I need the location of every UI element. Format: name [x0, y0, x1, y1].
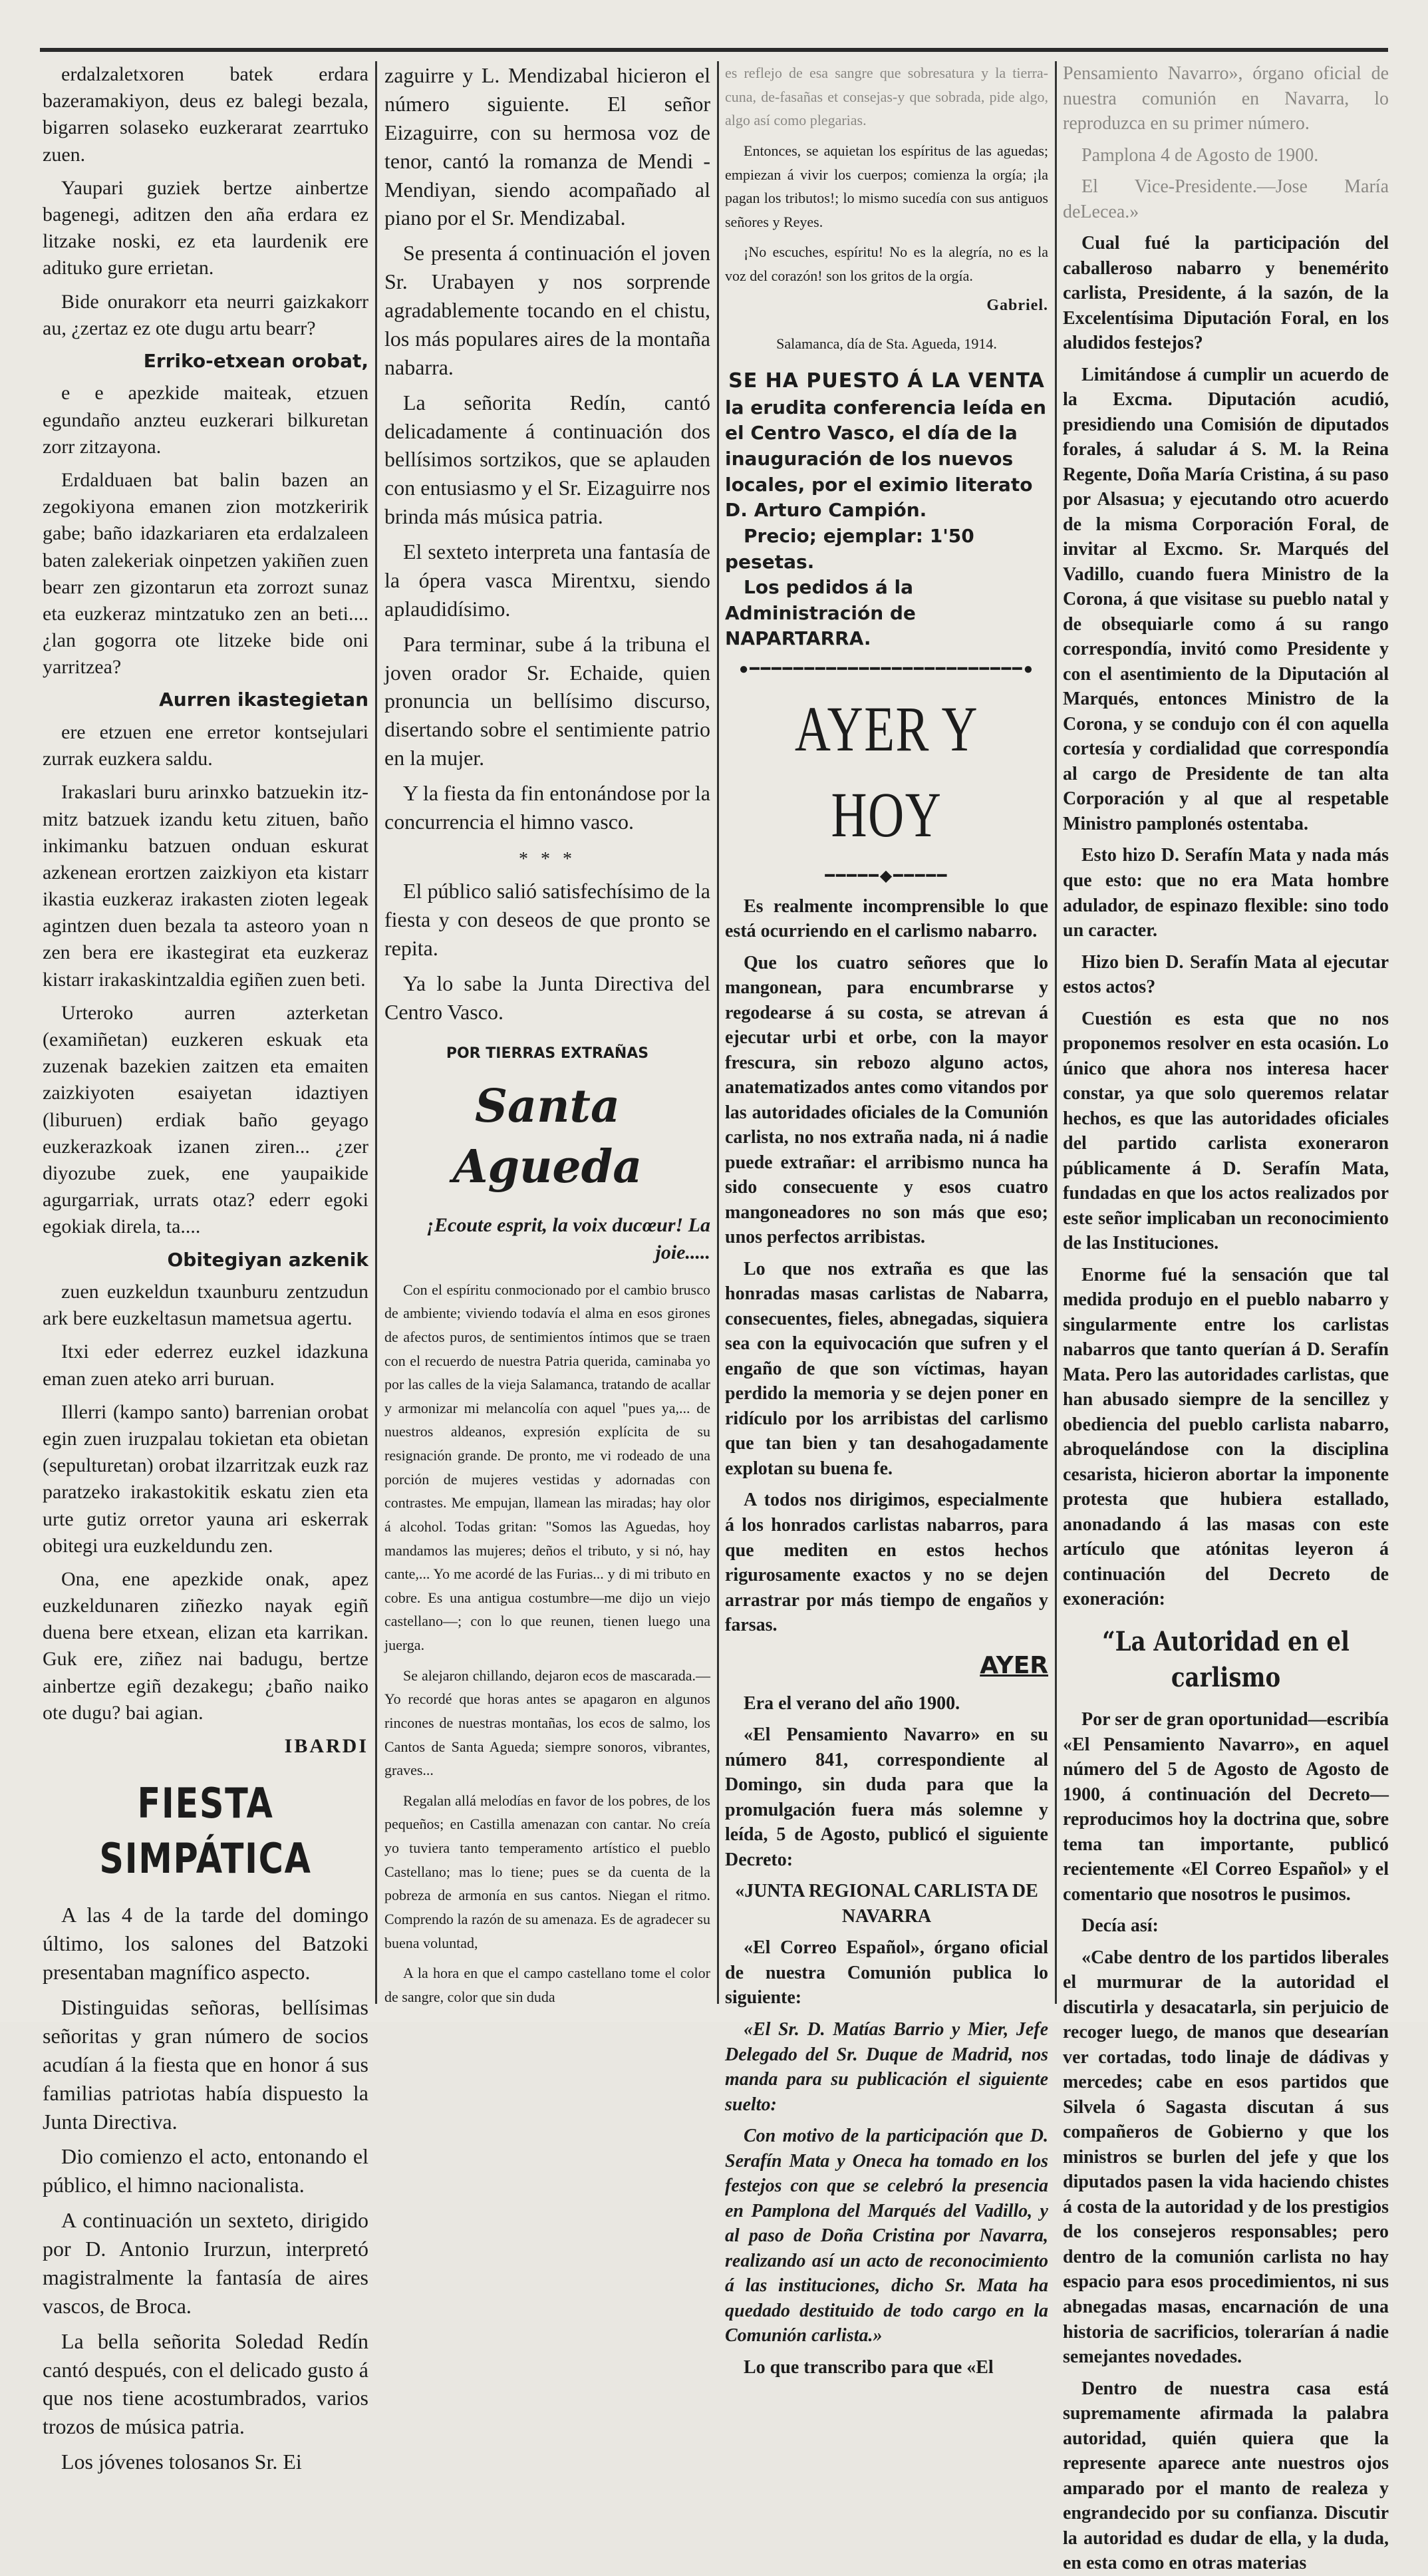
paragraph: Para terminar, sube á la tribuna el joven orador Sr. Echaide, quien pronuncia un bellísimo discurso, disertando sobre el sentimiente patrio en la mujer.	[384, 631, 710, 770]
paragraph: A todos nos dirigimos, especialmente á los honrados carlistas nabarros, para que mediten en estos hechos rigurosamente exactos y no se dejen arrastrar por más tiempo de engaños y farsas.	[725, 1490, 1048, 1636]
epigraph: ¡Ecoute esprit, la voix ducœur! La joie.....	[426, 1214, 710, 1263]
paragraph: Era el verano del año 1900.	[744, 1692, 960, 1714]
advertisement-orders: Los pedidos á la Administración de NAPARTARRA.	[725, 576, 916, 650]
paragraph: Yaupari guziek bertze ainbertze bagenegi, aditzen den aña erdara ez litzake noski, ez eta laurdenik ere adituko gure errietan.	[43, 176, 368, 279]
paragraph: e e apezkide maiteak, etzuen egundaño anzteu euzkerari bilkuretan zorr zitzayona.	[43, 382, 368, 458]
paragraph: Dio comienzo el acto, entonando el público, el himno nacionalista.	[43, 2144, 368, 2197]
advertisement-title: SE HA PUESTO Á LA VENTA	[728, 369, 1045, 393]
paragraph: Con motivo de la participación que D. Serafín Mata y Oneca ha tomado en los festejos con que se celebró la presencia en Pamplona del Marqués del Vadillo, y al paso de Doña Cristina por Navarra, realizando así un acto de reconocimiento á las instituciones, dicho Sr. Mata ha quedado destituido de todo cargo en la Comunión carlista.»	[725, 2126, 1048, 2346]
paragraph: Bide onurakorr eta neurri gaizkakorr au, ¿zertaz ez ote dugu artu bearr?	[43, 290, 368, 339]
paragraph: El sexteto interpreta una fantasía de la ópera vasca Mirentxu, siendo aplaudidísimo.	[384, 540, 710, 621]
author-signature: Gabriel.	[986, 296, 1048, 314]
paragraph: Esto hizo D. Serafín Mata y nada más que esto: que no era Mata hombre adulador, de espinazo flexible: sino todo un caracter.	[1063, 845, 1389, 941]
subheading: AYER	[980, 1651, 1048, 1679]
article-headline: Santa Agueda	[452, 1080, 643, 1194]
paragraph: El Vice-Presidente.—Jose María deLecea.»	[1063, 176, 1389, 222]
paragraph: Lo que nos extraña es que las honradas masas carlistas de Nabarra, consecuentes, fieles, abnegadas, siquiera sea con la equivocación que sufren y el engaño de que son víctimas, hayan perdido la memoria y se dejen poner en ridículo por los arribistas del carlismo que tan bien y tan desahogadamente explotan su buena fe.	[725, 1258, 1048, 1479]
paragraph: «JUNTA REGIONAL CARLISTA DE NAVARRA	[735, 1881, 1038, 1927]
column-4	[1063, 61, 1389, 2574]
paragraph: Itxi eder ederrez euzkel idazkuna eman zuen ateko arri buruan.	[43, 1341, 368, 1390]
paragraph: El público salió satisfechísimo de la fiesta y con deseos de que pronto se repita.	[384, 879, 710, 961]
paragraph: Con el espíritu conmocionado por el cambio brusco de ambiente; viviendo todavía el alma en esos girones de afectos puros, de sentimientos íntimos que se traen con el recuerdo de nuestra Patria querida, caminaba yo por las calles de la vieja Salamanca, tratando de acallar y armonizar mi melancolía con aquel "pues ya,... de nuestros aldeanos, expresión explícita de su resignación grande. De pronto, me vi rodeado de una porción de mujeres vestidas y adornadas con contrastes. Me empujan, llamean las miradas; hay olor á alcohol. Todas gritan: "Somos las Aguedas, hoy mandamos las mujeres; deños el tributo, y si nó, hay cante,... Yo me acordé de las Furias... y di mi tributo en cobre. Es una antigua costumbre—me dijo un viejo castellano—; con lo que reunen, tienen luego una juerga.	[384, 1281, 710, 1654]
paragraph: Enorme fué la sensación que tal medida produjo en el pueblo nabarro y singularmente entre los carlistas nabarros que tanto querían á D. Serafín Mata. Pero las autoridades carlistas, que han abusado siempre de la sencillez y obediencia del pueblo carlista nabarro, abroquelándose con la disciplina cesarista, hicieron abortar la imponente protesta que hubiera estallado, anonadando á las masas con este artículo que atónitas leyeron á continuación del Decreto de exoneración:	[1063, 1264, 1389, 1610]
paragraph: Irakaslari buru arinxko batzuekin itz-mitz batzuek izandu ketu zituen, baño inkimanku batzuen onduan eskurat azkenean erortzen zaizkiyon eta kistarr ikastia euzkeraz irakasten zioten legeak agintzen duen bezala ta asteoro yoan n zen bera ere ikastegirat eta euzkeraz kistarr irakaskintzaldia egiñen zuen beti.	[43, 781, 368, 991]
paragraph: Entonces, se aquietan los espíritus de las aguedas; empiezan á vivir los cuerpos; comienza la orgía; ¡la pagan los tributos!; lo mismo sucedía con sus antiguos señores y Reyes.	[725, 142, 1048, 230]
paragraph: A la hora en que el campo castellano tome el color de sangre, color que sin duda	[384, 1965, 710, 2005]
advertisement-price: Precio; ejemplar: 1'50 pesetas.	[725, 524, 974, 573]
paragraph: es reflejo de esa sangre que sobresatura y la tierra-cuna, de-fasañas et consejas-y que sobrada, pide algo, algo así como plegarias.	[725, 65, 1048, 129]
paragraph: Lo que transcribo para que «El	[744, 2356, 994, 2378]
paragraph: erdalzaletxoren batek erdara bazeramakiyon, deus ez balegi bezala, bigarren solaseko euzkerarat zearrtuko zuen.	[43, 63, 368, 166]
paragraph: zuen euzkeldun txaunburu zentzudun ark bere euzkeltasun mametsua agertu.	[43, 1281, 368, 1330]
paragraph: Urteroko aurren azterketan (examiñetan) euzkeren eskuak eta zuzenak bazekien zaitzen eta emaiten zaizkiyoten esaiyetan idaztiyen (liburuen) erdiak baño geyago euzkerazkoak izanen ziren... ¿zer diyozube zuek, ene yaupaikide agurgarriak, urrats otaz? ederr egoki egokiak direla, ta....	[43, 1001, 368, 1238]
paragraph: «Cabe dentro de los partidos liberales el murmurar de la autoridad el discutirla y desacatarla, sin perjuicio de recoger luego, de manos que desearían ver cortadas, todo linaje de dádivas y mercedes; cabe en esos partidos que Silvela ó Sagasta discutan á sus compañeros de Gobierno y que los ministros se burlen del jefe y que los diputados pasen la vida haciendo chistes á costa de la autoridad y de los prestigios de los consejeros responsables; pero dentro de la comunión carlista no hay espacio para esos procedimientos, ni sus abnegadas masas, encarnación de una historia de sacrificios, tolerarían á nadie semejantes novedades.	[1063, 1947, 1389, 2368]
article-headline: AYER Y HOY	[794, 693, 979, 850]
separator-stars: * * *	[519, 848, 576, 870]
paragraph: Limitándose á cumplir un acuerdo de la Excma. Diputación acudió, presidiendo una Comisión de diputados forales, á saludar á S. M. la Reina Regente, Doña María Cristina, á su paso por Alsasua; y ejecutando otro acuerdo de la misma Corporación Foral, de invitar al Excmo. Sr. Marqués del Vadillo, cuando fuera Ministro de la Corona, á que visitase su pueblo natal y de obsequiarle como á su rango correspondía, invitó como Presidente y con el asentimiento de la Diputación al Marqués, entonces Ministro de la Corona, y se condujo con él con aquella cortesía y cordialidad que correspondía al cargo de Presidente de tan alta Corporación y al que al respetable Ministro pamplonés ostentaba.	[1063, 364, 1389, 834]
paragraph: Se alejaron chillando, dejaron ecos de mascarada.—Yo recordé que horas antes se apagaron en algunos rincones de nuestras montañas, los ecos de salmo, los Cantos de Santa Agueda; siempre sonoros, vibrantes, graves...	[384, 1667, 710, 1779]
paragraph: Illerri (kampo santo) barrenian orobat egin zuen iruzpalau tokietan eta obietan (sepulturetan) orobat ilzarritzak euzk raz paratzeko irakastokitik eskatu zien eta urte gutiz orretor yauna ari eskerrak obitegi ura euzkeldundu zen.	[43, 1400, 368, 1557]
column-2	[384, 61, 710, 2004]
paragraph: «El Pensamiento Navarro» en su número 841, correspondiente al Domingo, sin duda para que la promulgación fuera más solemne y leída, 5 de Agosto, publicó el siguiente Decreto:	[725, 1724, 1048, 1870]
article-headline: “La Autoridad en el carlismo	[1102, 1625, 1350, 1693]
paragraph: La señorita Redín, cantó delicadamente á continuación dos bellísimos sortzikos, que se aplauden con entusiasmo y el Sr. Eizaguirre nos brinda más música patria.	[384, 390, 710, 529]
paragraph: Y la fiesta da fin entonándose por la concurrencia el himno vasco.	[384, 781, 710, 834]
subheading: Aurren ikastegietan	[159, 689, 368, 711]
author-signature: IBARDI	[284, 1735, 368, 1758]
ornament-divider: ●━━━━━━━━━━━━━━━━━━━━━━━━━●	[738, 661, 1035, 679]
article-headline: FIESTA SIMPÁTICA	[99, 1779, 312, 1883]
top-rule	[40, 48, 1388, 52]
paragraph: Hizo bien D. Serafín Mata al ejecutar estos actos?	[1063, 951, 1389, 998]
advertisement	[725, 367, 1048, 652]
paragraph: Por ser de gran oportunidad—escribía «El Pensamiento Navarro», en aquel número del 5 de Agosto de Agosto de 1900, á continuación del Decreto—reproducimos hoy la doctrina que, sobre tema tan importante, publicó recientemente «El Correo Español» y el comentario que nosotros le pusimos.	[1063, 1709, 1389, 1905]
paragraph: Se presenta á continuación el joven Sr. Urabayen y nos sorprende agradablemente tocando en el chistu, los más populares aires de la montaña nabarra.	[384, 241, 710, 379]
paragraph: Cual fué la participación del caballeroso nabarro y benemérito carlista, Presidente, á la sazón, de la Excelentísima Diputación Foral, en los aludidos festejos?	[1063, 233, 1389, 354]
paragraph: «El Sr. D. Matías Barrio y Mier, Jefe Delegado del Sr. Duque de Madrid, nos manda para su publicación el siguiente suelto:	[725, 2018, 1048, 2115]
column-3	[725, 61, 1048, 2378]
paragraph: «El Correo Español», órgano oficial de nuestra Comunión publica lo siguiente:	[725, 1937, 1048, 2009]
subheading: Obitegiyan azkenik	[167, 1248, 368, 1271]
paragraph: Que los cuatro señores que lo mangonean, para encumbrarse y regodearse á su costa, se atrevan á ejecutar urbi et orbe, con la mayor frescura, sin rebozo alguno actos, anatematizados antes como vitandos por las autoridades oficiales de la Comunión carlista, no nos extraña nada, ni á nadie puede extrañar: el arribismo nunca ha sido consecuente y esos cuatro mangoneadores no son más que eso; unos perfectos arribistas.	[725, 952, 1048, 1248]
paragraph: Regalan allá melodías en favor de los pobres, de los pequeños; en Castilla amenazan con cantar. No creía yo tuviera tanto temperamento artístico el pueblo Castellano; mas lo tiene; pues se da cuenta de la pobreza de armonía en sus cantos. Niegan el ritmo. Comprendo la razón de su amenaza. Es de agradecer su buena voluntad,	[384, 1792, 710, 1951]
section-label: POR TIERRAS EXTRAÑAS	[446, 1045, 649, 1062]
paragraph: Es realmente incomprensible lo que está ocurriendo en el carlismo nabarro.	[725, 895, 1048, 942]
subheading: Erriko-etxean orobat,	[143, 349, 368, 372]
paragraph: ere etzuen ene erretor kontsejulari zurrak euzkera saldu.	[43, 721, 368, 770]
column-1	[43, 61, 368, 2474]
paragraph: zaguirre y L. Mendizabal hicieron el número siguiente. El señor Eizaguirre, con su hermosa voz de tenor, cantó la romanza de Mendi - Mendiyan, siendo acompañado al piano por el Sr. Mendizabal.	[384, 63, 710, 230]
paragraph: Pensamiento Navarro», órgano oficial de nuestra comunión en Navarra, lo reproduzca en su primer número.	[1063, 63, 1389, 134]
paragraph: A continuación un sexteto, dirigido por D. Antonio Irurzun, interpretó magistralmente la fantasía de aires vascos, de Broca.	[43, 2208, 368, 2318]
column-divider	[717, 61, 719, 2004]
paragraph: Dentro de nuestra casa está supremamente afirmada la palabra autoridad, quién quiera que la represente aparece ante nuestros ojos amparado por el manto de realeza y engrandecido por su confianza. Discutir la autoridad es dudar de ella, y la duda, en esta como en otras materias	[1063, 2378, 1389, 2574]
advertisement-body: la erudita conferencia leída en el Centro Vasco, el día de la inauguración de los nuevos locales, por el eximio literato D. Arturo Campión.	[725, 396, 1046, 522]
paragraph: Los jóvenes tolosanos Sr. Ei	[61, 2450, 302, 2474]
paragraph: La bella señorita Soledad Redín cantó después, con el delicado gusto á que nos tiene acostumbrados, varios trozos de música patria.	[43, 2329, 368, 2439]
dateline: Salamanca, día de Sta. Agueda, 1914.	[776, 335, 997, 352]
paragraph: Ya lo sabe la Junta Directiva del Centro Vasco.	[384, 971, 710, 1024]
ornament-divider: ━━━━━◆━━━━━	[825, 868, 948, 886]
paragraph: A las 4 de la tarde del domingo último, los salones del Batzoki presentaban magnífico aspecto.	[43, 1903, 368, 1985]
paragraph: Decía así:	[1081, 1915, 1159, 1937]
paragraph: Ona, ene apezkide onak, apez euzkeldunaren ziñezko nayak egiñ duena bere etxean, elizan eta karrikan. Guk ere, ziñez nai badugu, bertze ainbertze egiñ dezakegu; ¿baño naiko ote dugu? bai agian.	[43, 1567, 368, 1724]
column-divider	[375, 61, 377, 2004]
paragraph: Pamplona 4 de Agosto de 1900.	[1081, 144, 1319, 166]
column-divider	[1055, 61, 1057, 2004]
paragraph: ¡No escuches, espíritu! No es la alegría, no es la voz del corazón! son los gritos de la orgía.	[725, 243, 1048, 284]
paragraph: Cuestión es esta que no nos proponemos resolver en esta ocasión. Lo único que ahora nos interesa hacer constar, ya que solo queremos relatar hechos, es que las autoridades oficiales del partido carlista exoneraron públicamente á D. Serafín Mata, fundadas en que los actos realizados por este señor implicaban un reconocimiento de las Instituciones.	[1063, 1008, 1389, 1254]
paragraph: Distinguidas señoras, bellísimas señoritas y gran número de socios acudían á la fiesta que en honor á sus familias patriotas había dispuesto la Junta Directiva.	[43, 1995, 368, 2134]
paragraph: Erdalduaen bat balin bazen an zegokiyona emanen zion motzkeririk gabe; baño idazkariaren eta erdalzaleen baten zalekeriak oinpetzen yakiñen zuen bearr zen gizontarun eta zorrozt sunaz eta euzkeraz mintzatuko zen an beti.... ¿lan gogorra ote litzeke bide oni yarritzea?	[43, 468, 368, 679]
